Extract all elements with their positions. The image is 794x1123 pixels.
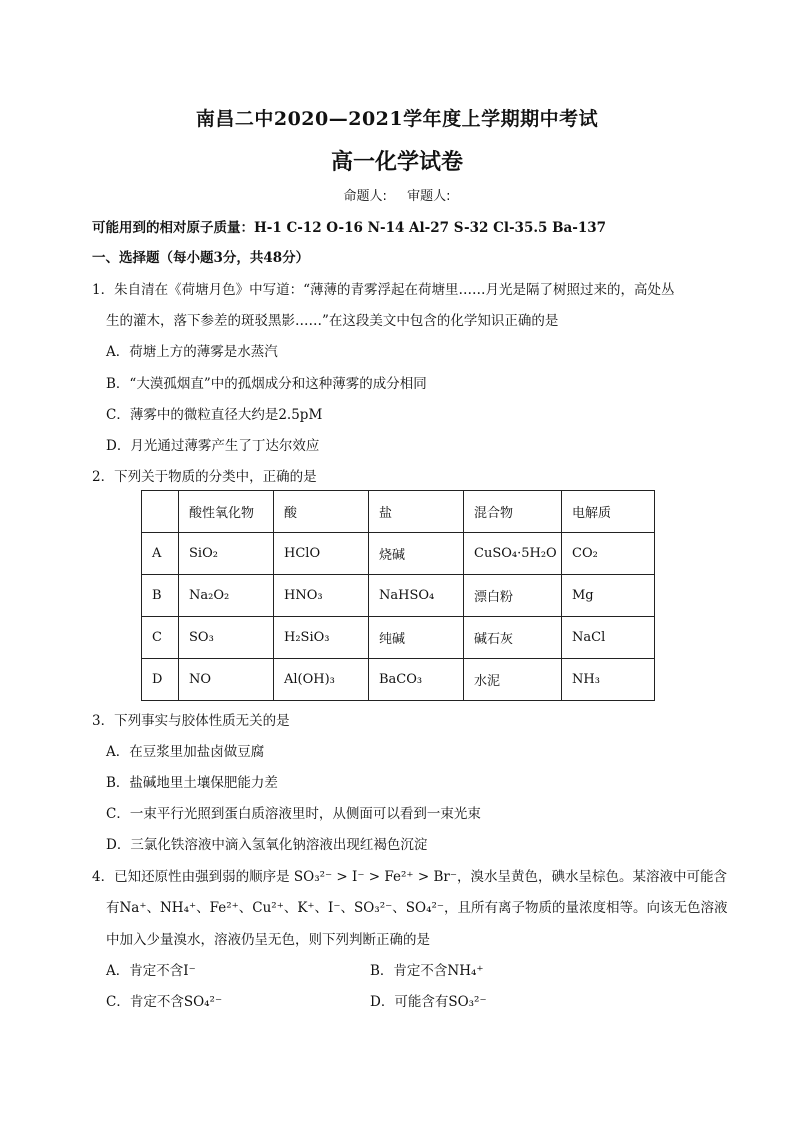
q1-option-d: D．月光通过薄雾产生了丁达尔效应 <box>106 438 320 454</box>
table-row <box>142 659 655 701</box>
table-cell: NaCl <box>562 617 655 659</box>
table-cell: D <box>142 659 179 701</box>
table-cell: 漂白粉 <box>464 575 562 617</box>
table-header-cell: 酸性氧化物 <box>179 491 274 533</box>
table-header-cell: 盐 <box>369 491 464 533</box>
table-cell: H₂SiO₃ <box>274 617 369 659</box>
q4-option-c: C．肯定不含SO₄²⁻ <box>106 994 223 1010</box>
q3-option-c: C．一束平行光照到蛋白质溶液里时，从侧面可以看到一束光束 <box>106 806 481 822</box>
reviewer-label: 审题人: <box>407 189 451 204</box>
classification-table <box>141 490 655 701</box>
table-cell: NO <box>179 659 274 701</box>
proposer-label: 命题人: <box>343 189 387 204</box>
q4-stem-line2: 有Na⁺、NH₄⁺、Fe²⁺、Cu²⁺、K⁺、I⁻、SO₃²⁻、SO₄²⁻，且所有离子物质的量浓度相等。向该无色溶液 <box>106 900 728 916</box>
table-cell: C <box>142 617 179 659</box>
table-row <box>142 533 655 575</box>
q4-option-a: A．肯定不含I⁻ <box>106 963 196 979</box>
table-cell: 碱石灰 <box>464 617 562 659</box>
exam-subtitle: 高一化学试卷 <box>330 149 463 175</box>
table-cell: SO₃ <box>179 617 274 659</box>
table-cell: Na₂O₂ <box>179 575 274 617</box>
q4-option-b: B．肯定不含NH₄⁺ <box>370 963 484 979</box>
q4-stem-line3: 中加入少量溴水，溶液仍呈无色，则下列判断正确的是 <box>106 932 430 948</box>
table-row <box>142 617 655 659</box>
q1-option-a: A．荷塘上方的薄雾是水蒸汽 <box>106 344 278 360</box>
q3-option-d: D．三氯化铁溶液中滴入氢氧化钠溶液出现红褐色沉淀 <box>106 837 428 853</box>
table-cell: Mg <box>562 575 655 617</box>
table-cell: 水泥 <box>464 659 562 701</box>
atomic-masses: 可能用到的相对原子质量：H-1 C-12 O-16 N-14 Al-27 S-32 Cl-35.5 Ba-137 <box>92 220 607 236</box>
table-cell: 纯碱 <box>369 617 464 659</box>
table-cell: NaHSO₄ <box>369 575 464 617</box>
table-cell: CO₂ <box>562 533 655 575</box>
table-header-cell: 电解质 <box>562 491 655 533</box>
table-cell: NH₃ <box>562 659 655 701</box>
table-cell: HClO <box>274 533 369 575</box>
q4-stem-line1: 4．已知还原性由强到弱的顺序是 SO₃²⁻ > I⁻ > Fe²⁺ > Br⁻，溴水呈黄色，碘水呈棕色。某溶液中可能含 <box>92 869 727 885</box>
table-header-cell <box>142 491 179 533</box>
q3-option-b: B．盐碱地里土壤保肥能力差 <box>106 775 278 791</box>
table-header-cell: 混合物 <box>464 491 562 533</box>
q3-stem: 3．下列事实与胶体性质无关的是 <box>92 713 290 729</box>
exam-title: 南昌二中2020—2021学年度上学期期中考试 <box>195 108 599 130</box>
q3-option-a: A．在豆浆里加盐卤做豆腐 <box>106 744 265 760</box>
table-cell: CuSO₄·5H₂O <box>464 533 562 575</box>
q2-stem: 2．下列关于物质的分类中，正确的是 <box>92 469 317 485</box>
q1-option-c: C．薄雾中的微粒直径大约是2.5pM <box>106 407 323 423</box>
table-header-row <box>142 491 655 533</box>
table-cell: Al(OH)₃ <box>274 659 369 701</box>
table-cell: B <box>142 575 179 617</box>
table-cell: SiO₂ <box>179 533 274 575</box>
table-cell: HNO₃ <box>274 575 369 617</box>
q1-stem-line2: 生的灌木，落下参差的斑驳黑影……”在这段美文中包含的化学知识正确的是 <box>106 313 559 329</box>
table-cell: BaCO₃ <box>369 659 464 701</box>
table-cell: 烧碱 <box>369 533 464 575</box>
q4-option-d: D．可能含有SO₃²⁻ <box>370 994 487 1010</box>
table-cell: A <box>142 533 179 575</box>
authors-line <box>0 185 794 204</box>
section-heading: 一、选择题（每小题3分，共48分） <box>92 250 310 266</box>
q1-option-b: B．“大漠孤烟直”中的孤烟成分和这种薄雾的成分相同 <box>106 376 427 392</box>
table-header-cell: 酸 <box>274 491 369 533</box>
table-row <box>142 575 655 617</box>
q1-stem-line1: 1．朱自清在《荷塘月色》中写道：“薄薄的青雾浮起在荷塘里……月光是隔了树照过来的，高处丛 <box>92 282 675 298</box>
